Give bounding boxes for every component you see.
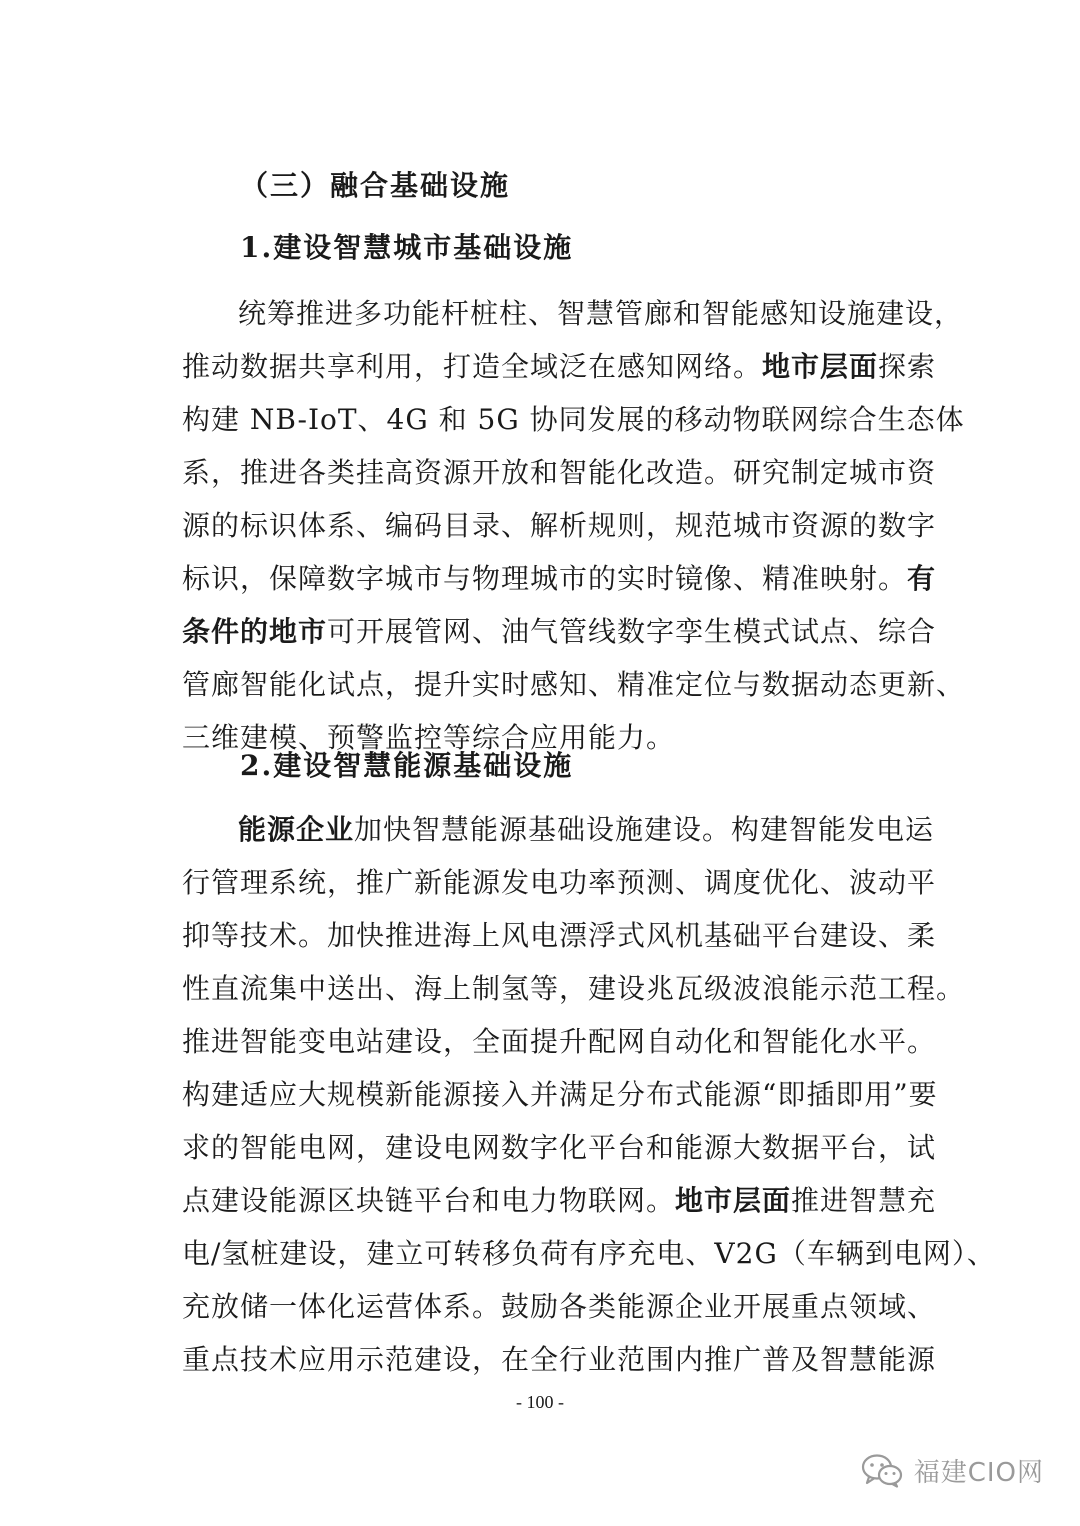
text-line xyxy=(182,1174,937,1227)
text-run: 求的智能电网，建设电网数字化平台和能源大数据平台，试 xyxy=(182,1131,937,1164)
text-line xyxy=(182,393,965,446)
text-run: 三维建模、预警监控等综合应用能力。 xyxy=(182,721,676,754)
emphasis-text: 地市层面 xyxy=(762,350,879,383)
text-run: 源的标识体系、编码目录、解析规则，规范城市资源的数字 xyxy=(182,509,937,542)
text-line xyxy=(182,287,964,340)
text-run: 系，推进各类挂高资源开放和智能化改造。研究制定城市资 xyxy=(182,456,937,489)
text-run: 推动数据共享利用，打造全域泛在感知网络。 xyxy=(182,350,763,383)
text-line xyxy=(182,856,937,909)
text-line xyxy=(182,340,937,393)
watermark-text: 福建CIO网 xyxy=(913,1457,1044,1488)
subsection-1-title: 1.建设智慧城市基础设施 xyxy=(240,231,574,264)
subsection-1-paragraph xyxy=(182,287,966,764)
text-run: 电/氢桩建设，建立可转移负荷有序充电、V2G（车辆到电网）、 xyxy=(182,1237,996,1270)
text-run: 标识，保障数字城市与物理城市的实时镜像、精准映射。 xyxy=(182,562,908,595)
text-run: 充放储一体化运营体系。鼓励各类能源企业开展重点领域、 xyxy=(182,1290,937,1323)
text-run: 统筹推进多功能杆桩柱、智慧管廊和智能感知设施建设， xyxy=(238,297,964,330)
text-run: 性直流集中送出、海上制氢等，建设兆瓦级波浪能示范工程。 xyxy=(182,972,966,1005)
text-line xyxy=(182,658,966,711)
watermark xyxy=(860,1450,1044,1490)
text-run: 加快智慧能源基础设施建设。构建智能发电运 xyxy=(354,813,935,846)
text-line xyxy=(182,552,937,605)
emphasis-text: 有 xyxy=(907,562,937,595)
emphasis-text: 条件的地市 xyxy=(182,615,328,648)
text-line xyxy=(182,1121,937,1174)
text-run: 重点技术应用示范建设，在全行业范围内推广普及智慧能源 xyxy=(182,1343,937,1376)
text-line xyxy=(182,1068,938,1121)
text-run: 推进智慧充 xyxy=(791,1184,937,1217)
text-line xyxy=(182,446,937,499)
emphasis-text: 能源企业 xyxy=(238,813,355,846)
text-line xyxy=(182,962,966,1015)
text-line xyxy=(182,1227,996,1280)
text-line xyxy=(182,803,935,856)
emphasis-text: 地市层面 xyxy=(675,1184,792,1217)
text-line xyxy=(182,1015,937,1068)
wechat-icon xyxy=(860,1452,904,1488)
text-run: 推进智能变电站建设，全面提升配网自动化和智能化水平。 xyxy=(182,1025,937,1058)
subsection-2-title: 2.建设智慧能源基础设施 xyxy=(240,749,574,782)
subsection-2-paragraph xyxy=(182,803,996,1386)
section-title: （三）融合基础设施 xyxy=(240,169,511,202)
text-run: 可开展管网、油气管线数字孪生模式试点、综合 xyxy=(327,615,937,648)
text-run: 探索 xyxy=(878,350,937,383)
text-line xyxy=(182,605,937,658)
text-run: 管廊智能化试点，提升实时感知、精准定位与数据动态更新、 xyxy=(182,668,966,701)
text-line xyxy=(182,909,937,962)
text-line xyxy=(182,1280,937,1333)
text-run: 抑等技术。加快推进海上风电漂浮式风机基础平台建设、柔 xyxy=(182,919,937,952)
text-line xyxy=(182,1333,937,1386)
text-run: 构建 NB-IoT、4G 和 5G 协同发展的移动物联网综合生态体 xyxy=(182,403,965,436)
text-line xyxy=(182,499,937,552)
text-run: 构建适应大规模新能源接入并满足分布式能源“即插即用”要 xyxy=(182,1078,938,1111)
text-run: 点建设能源区块链平台和电力物联网。 xyxy=(182,1184,676,1217)
text-run: 行管理系统，推广新能源发电功率预测、调度优化、波动平 xyxy=(182,866,937,899)
page-number: - 100 - xyxy=(516,1392,564,1412)
